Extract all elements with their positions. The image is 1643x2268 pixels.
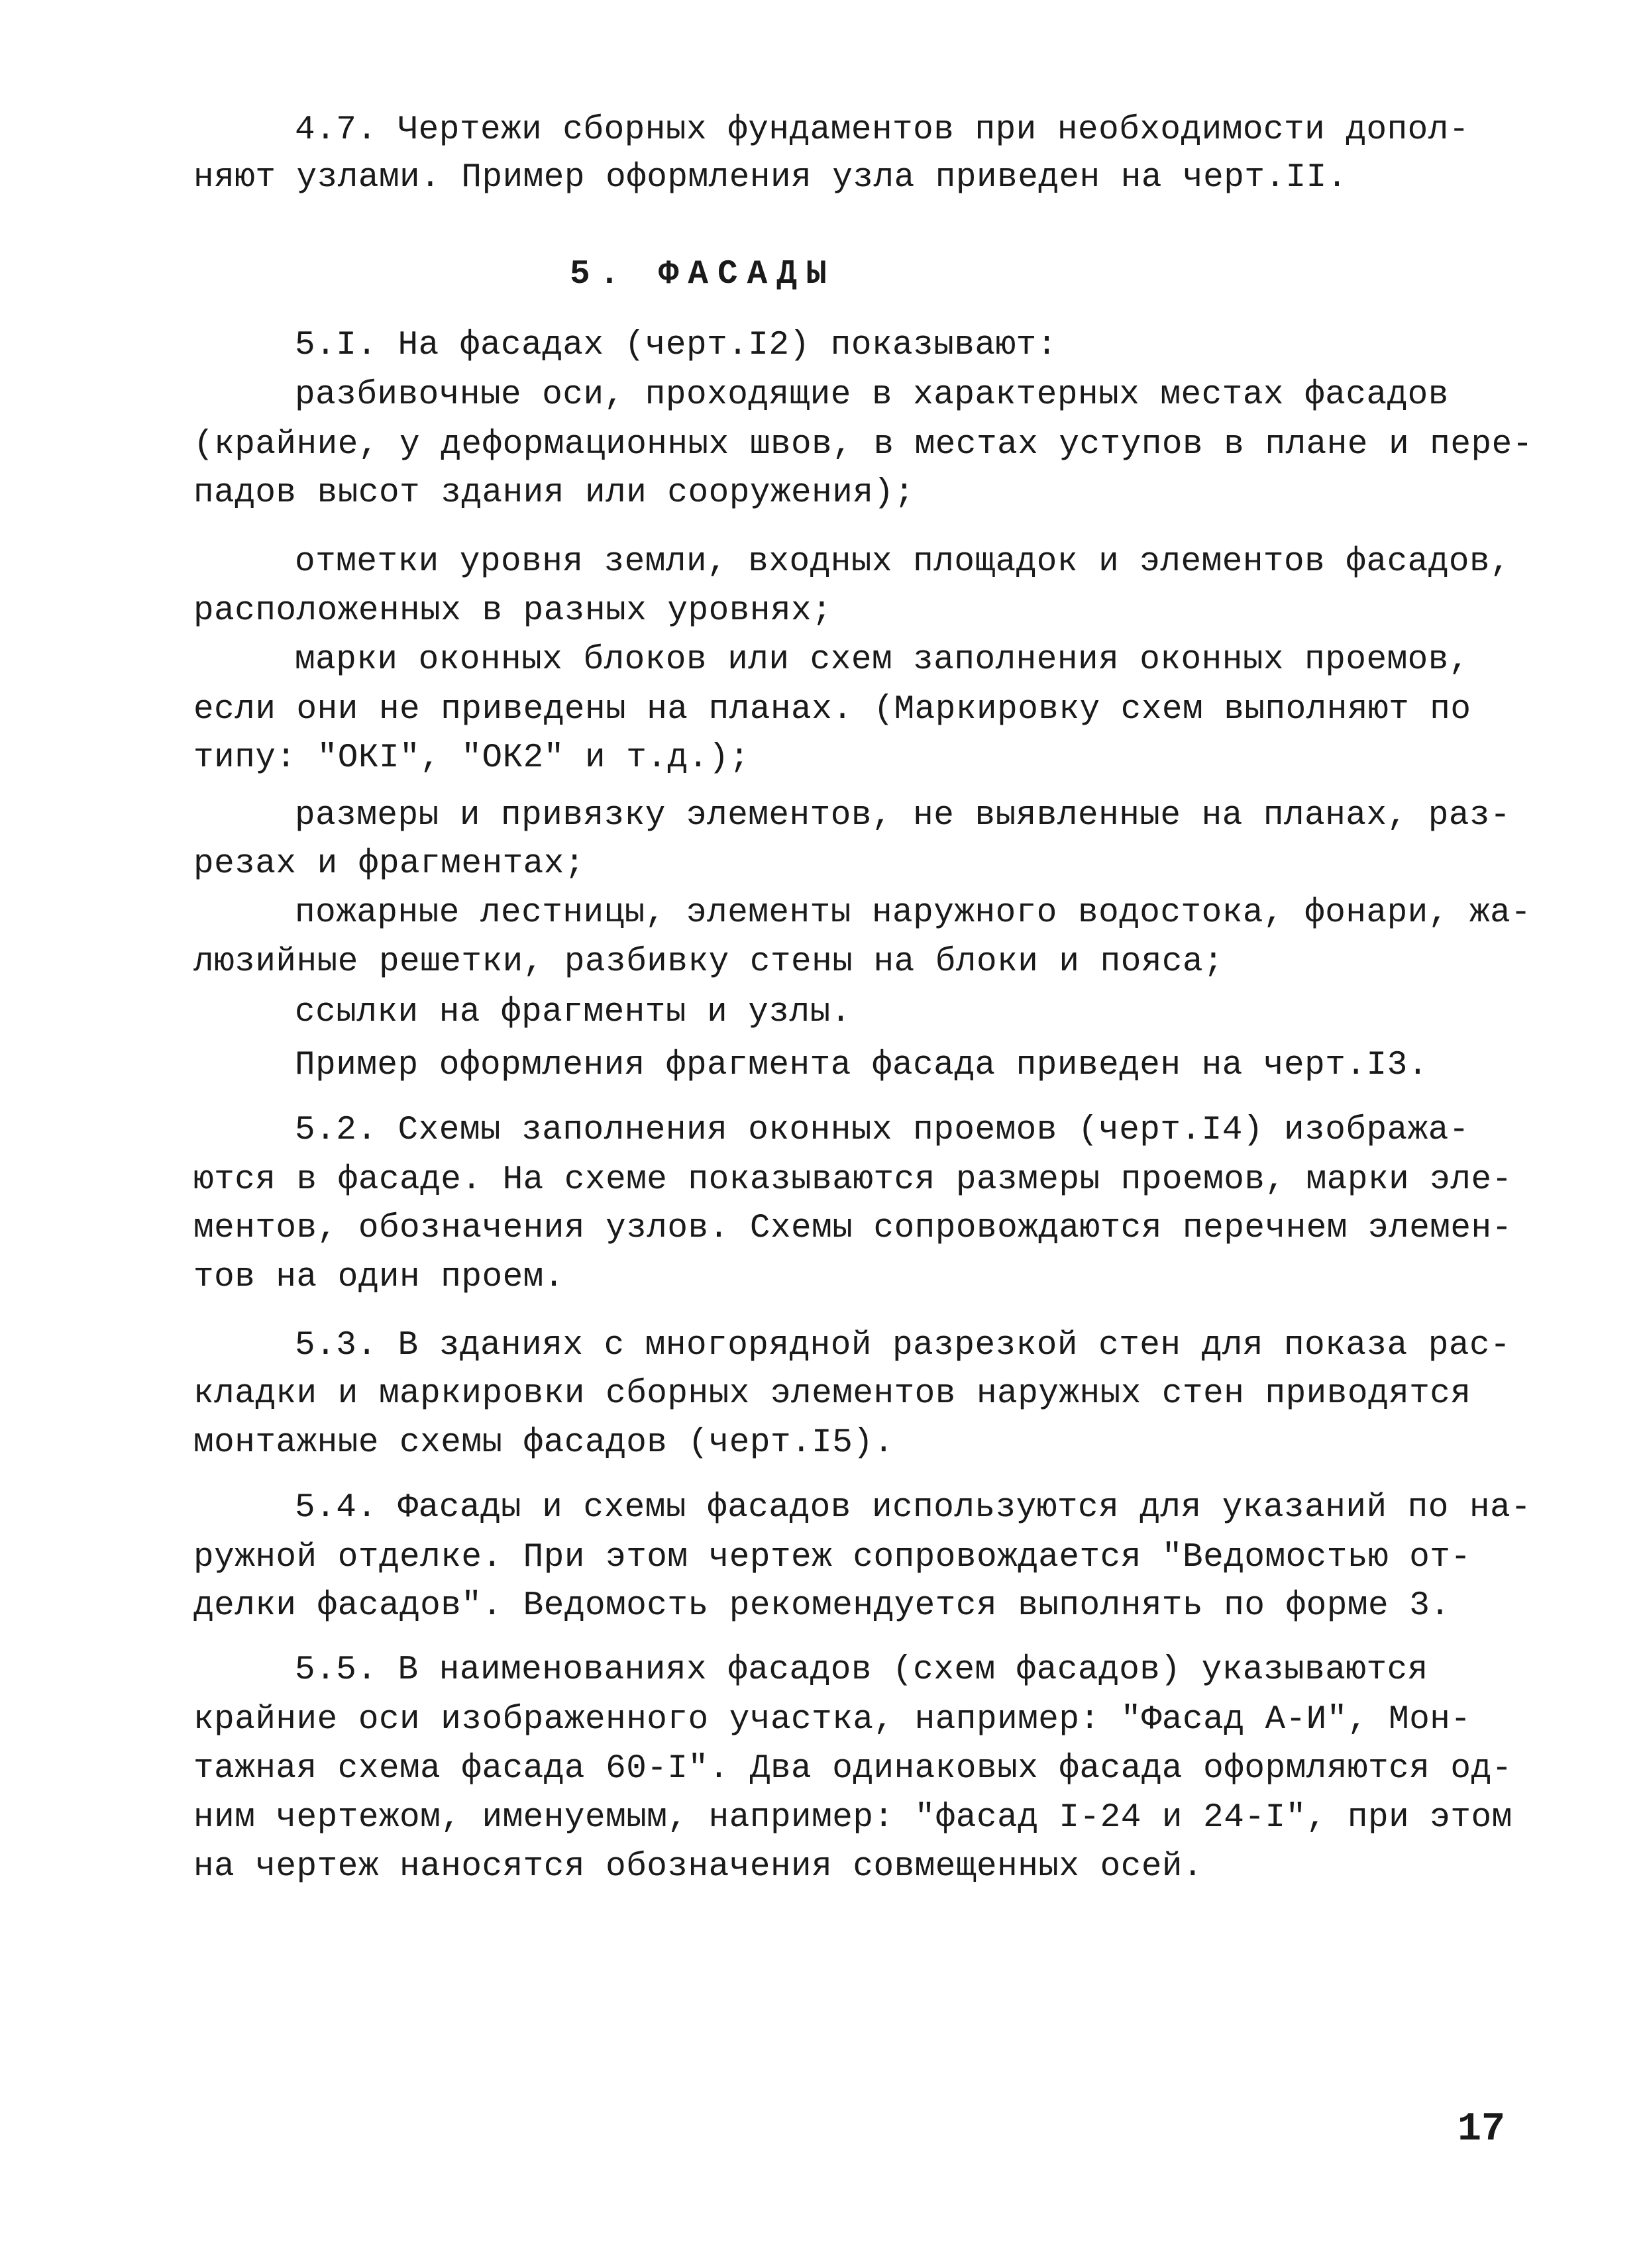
section-5-4-line-2: ружной отделке. При этом чертеж сопровождается "Ведомостью от- xyxy=(193,1539,1471,1576)
section-5-1-line-13: люзийные решетки, разбивку стены на блоки и пояса; xyxy=(193,943,1224,981)
section-5-1-line-12: пожарные лестницы, элементы наружного водостока, фонари, жа- xyxy=(295,894,1532,932)
section-5-3-line-2: кладки и маркировки сборных элементов наружных стен приводятся xyxy=(193,1375,1471,1413)
section-5-1-line-11: резах и фрагментах; xyxy=(193,845,585,883)
section-5-1-line-14: ссылки на фрагменты и узлы. xyxy=(295,994,851,1031)
section-5-4-line-3: делки фасадов". Ведомость рекомендуется выполнять по форме 3. xyxy=(193,1587,1451,1625)
section-5-1-line-9: типу: "ОКI", "ОК2" и т.д.); xyxy=(193,739,750,777)
section-5-5-line-3: тажная схема фасада 60-I". Два одинаковых фасада оформляются од- xyxy=(193,1750,1512,1788)
section-5-5-line-5: на чертеж наносятся обозначения совмещенных осей. xyxy=(193,1848,1204,1886)
section-5-2-line-3: ментов, обозначения узлов. Схемы сопровождаются перечнем элемен- xyxy=(193,1210,1512,1247)
section-5-1-line-15: Пример оформления фрагмента фасада приведен на черт.I3. xyxy=(295,1047,1428,1084)
section-5-1-line-8: если они не приведены на планах. (Маркировку схем выполняют по xyxy=(193,691,1471,729)
section-5-2-line-4: тов на один проем. xyxy=(193,1259,564,1296)
section-5-5-line-2: крайние оси изображенного участка, например: "Фасад А-И", Мон- xyxy=(193,1701,1471,1739)
section-4-7-line-2: няют узлами. Пример оформления узла приведен на черт.II. xyxy=(193,159,1348,197)
section-5-2-line-1: 5.2. Схемы заполнения оконных проемов (черт.I4) изобража- xyxy=(295,1111,1469,1149)
section-4-7-line-1: 4.7. Чертежи сборных фундаментов при необходимости допол- xyxy=(295,111,1469,149)
section-5-5-line-4: ним чертежом, именуемым, например: "фасад I-24 и 24-I", при этом xyxy=(193,1799,1512,1837)
section-5-1-line-2: разбивочные оси, проходящие в характерных местах фасадов xyxy=(295,376,1449,414)
section-5-1-line-3: (крайние, у деформационных швов, в местах уступов в плане и пере- xyxy=(193,426,1533,464)
section-5-1-line-4: падов высот здания или сооружения); xyxy=(193,474,915,512)
section-5-1-line-10: размеры и привязку элементов, не выявленные на планах, раз- xyxy=(295,797,1511,835)
section-heading-5: 5. ФАСАДЫ xyxy=(570,256,836,293)
section-5-3-line-3: монтажные схемы фасадов (черт.I5). xyxy=(193,1424,894,1462)
section-5-3-line-1: 5.3. В зданиях с многорядной разрезкой стен для показа рас- xyxy=(295,1327,1511,1365)
page-number: 17 xyxy=(1458,2107,1506,2152)
section-5-2-line-2: ются в фасаде. На схеме показываются размеры проемов, марки эле- xyxy=(193,1161,1512,1199)
section-5-1-line-5: отметки уровня земли, входных площадок и элементов фасадов, xyxy=(295,543,1511,581)
section-5-1-line-7: марки оконных блоков или схем заполнения оконных проемов, xyxy=(295,641,1469,679)
section-5-1-line-6: расположенных в разных уровнях; xyxy=(193,592,833,630)
section-5-4-line-1: 5.4. Фасады и схемы фасадов используются для указаний по на- xyxy=(295,1489,1532,1527)
section-5-5-line-1: 5.5. В наименованиях фасадов (схем фасадов) указываются xyxy=(295,1651,1428,1689)
section-5-1-line-1: 5.I. На фасадах (черт.I2) показывают: xyxy=(295,327,1057,364)
